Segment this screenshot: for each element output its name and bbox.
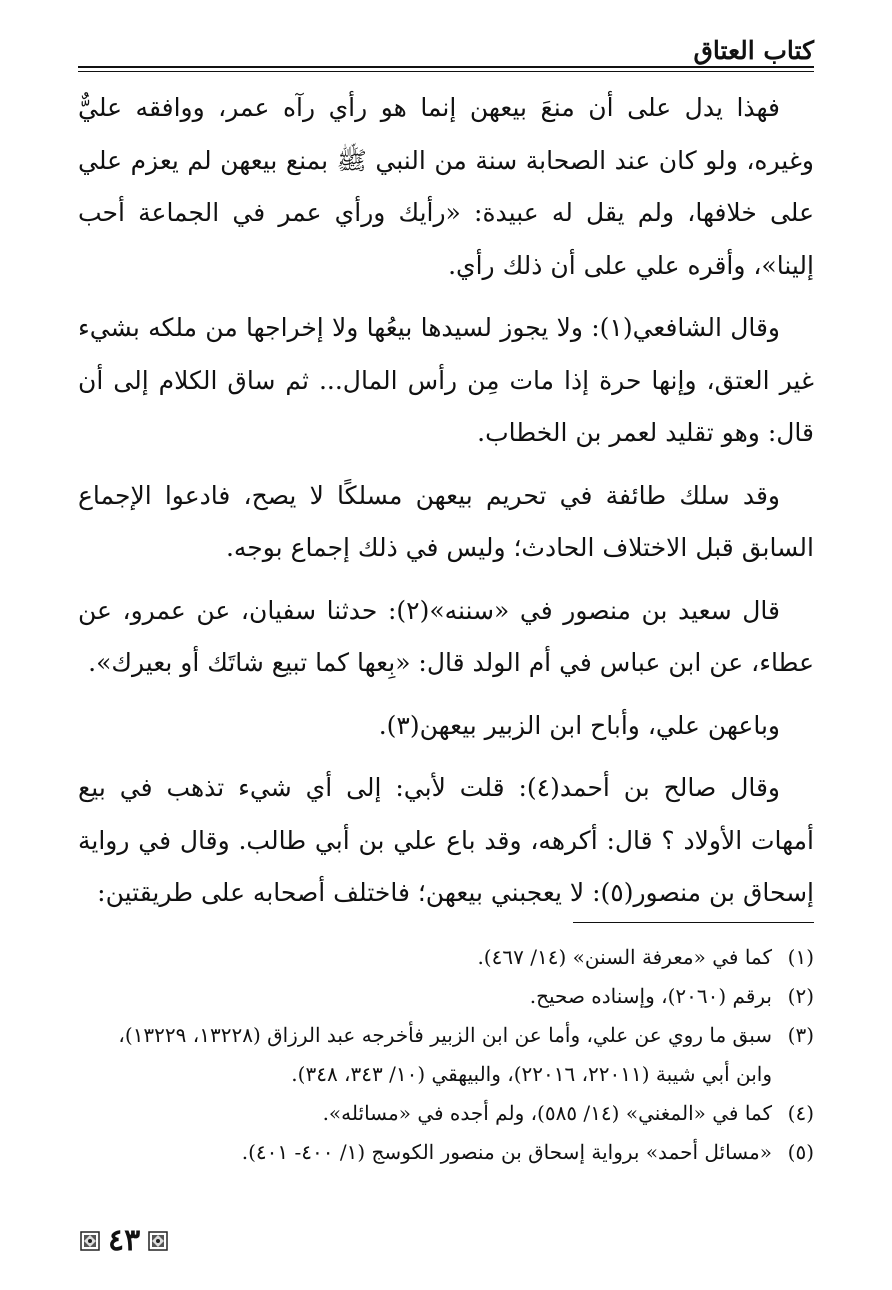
- paragraph: قال سعيد بن منصور في «سننه»(٢): حدثنا سفيان، عن عمرو، عن عطاء، عن ابن عباس في أم الولد قال: «بِعها كما تبيع شاتَك أو بعيرك».: [78, 595, 814, 677]
- footnote-text: كما في «معرفة السنن» (١٤/ ٤٦٧).: [477, 945, 772, 969]
- footnote-separator: [573, 922, 814, 923]
- footnote-text: كما في «المغني» (١٤/ ٥٨٥)، ولم أجده في «مسائله».: [322, 1101, 772, 1125]
- ornament-right-icon: [148, 1231, 168, 1251]
- footnote-text: سبق ما روي عن علي، وأما عن ابن الزبير فأخرجه عبد الرزاق (١٣٢٢٨، ١٣٢٢٩)، وابن أبي شيبة (٢٢٠١١، ٢٢٠١٦)، والبيهقي (١٠/ ٣٤٣، ٣٤٨).: [118, 1023, 772, 1086]
- footnote-number: (٤): [787, 1101, 814, 1125]
- footnote-number: (٣): [787, 1023, 814, 1047]
- footnote: [78, 1133, 814, 1172]
- paragraph: وباعهن علي، وأباح ابن الزبير بيعهن(٣).: [378, 710, 780, 740]
- paragraph: وقد سلك طائفة في تحريم بيعهن مسلكًا لا يصح، فادعوا الإجماع السابق قبل الاختلاف الحادث؛ وليس في ذلك إجماع بوجه.: [78, 480, 814, 562]
- footnote-number: (٥): [787, 1140, 814, 1164]
- paragraph: فهذا يدل على أن منعَ بيعهن إنما هو رأي رآه عمر، ووافقه عليٌّ وغيره، ولو كان عند الصحابة سنة من النبي ﷺ بمنع بيعهن لم يعزم علي على خلافها، ولم يقل له عبيدة: «رأيك ورأي عمر في الجماعة أحب إلينا»، وأقره علي على أن ذلك رأي.: [78, 93, 814, 280]
- page-number: ٤٣: [108, 1223, 141, 1258]
- footnote-text: برقم (٢٠٦٠)، وإسناده صحيح.: [529, 984, 772, 1008]
- paragraph: وقال الشافعي(١): ولا يجوز لسيدها بيعُها ولا إخراجها من ملكه بشيء غير العتق، وإنها حرة إذا مات مِن رأس المال... ثم ساق الكلام إلى أن قال: وهو تقليد لعمر بن الخطاب.: [78, 313, 814, 447]
- footnote-number: (١): [787, 945, 814, 969]
- footnote-text: «مسائل أحمد» برواية إسحاق بن منصور الكوسج (١/ ٤٠٠- ٤٠١).: [241, 1140, 772, 1164]
- footnote: [78, 1016, 814, 1094]
- running-header-title: كتاب العتاق: [693, 36, 814, 65]
- header-rule-thick: [78, 66, 814, 68]
- footnote-number: (٢): [787, 984, 814, 1008]
- paragraph: وقال صالح بن أحمد(٤): قلت لأبي: إلى أي شيء تذهب في بيع أمهات الأولاد ؟ قال: أكرهه، وقد باع علي بن أبي طالب. وقال في رواية إسحاق بن منصور(٥): لا يعجبني بيعهن؛ فاختلف أصحابه على طريقتين:: [78, 773, 814, 907]
- footnote: [78, 977, 814, 1016]
- footnote: [78, 938, 814, 977]
- header-rule-thin: [78, 71, 814, 72]
- footnotes: [78, 938, 814, 1172]
- main-text: [78, 82, 814, 920]
- footnote: [78, 1094, 814, 1133]
- ornament-left-icon: [80, 1231, 100, 1251]
- page-footer: [80, 1223, 168, 1258]
